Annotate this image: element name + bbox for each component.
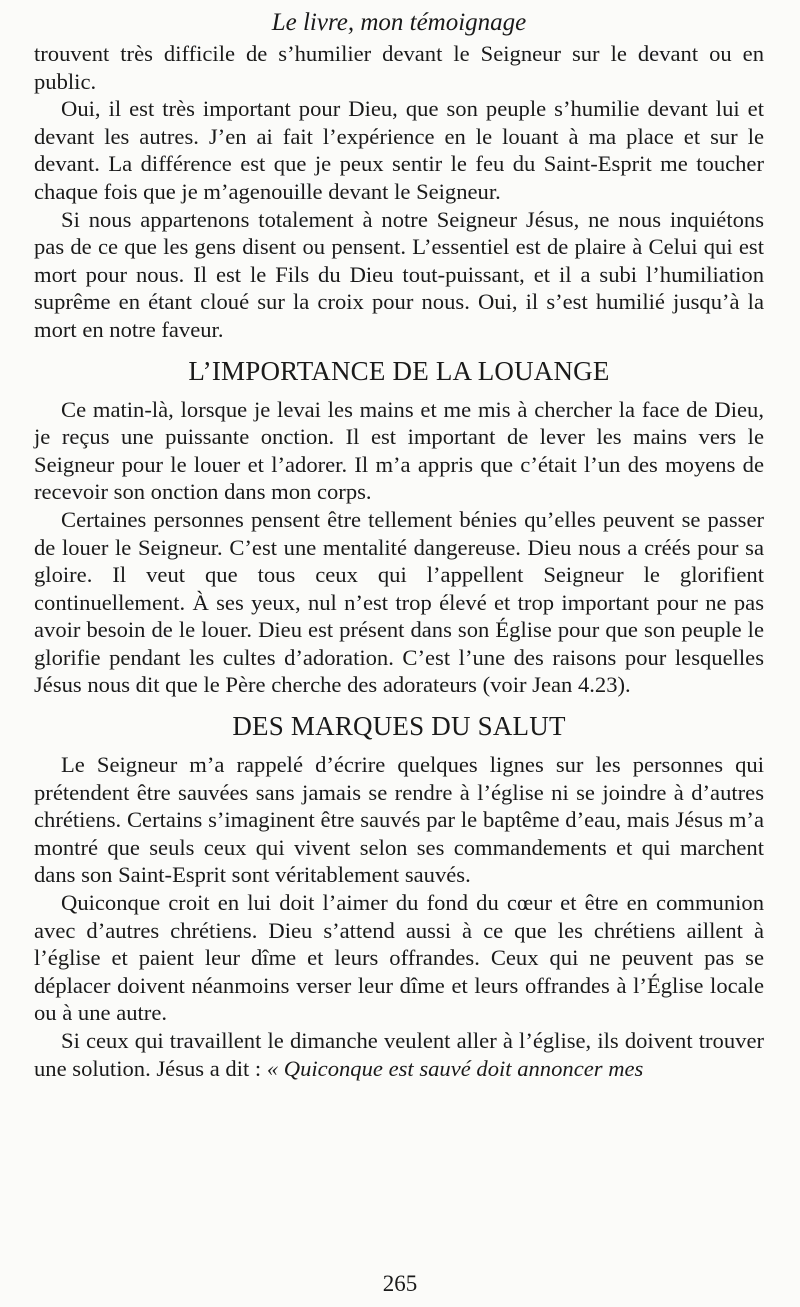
section-heading-salut: DES MARQUES DU SALUT [232, 711, 566, 742]
paragraph: Quiconque croit en lui doit l’aimer du fond du cœur et être en communion avec d’autres chrétiens. Dieu s’attend aussi à ce que les chrétiens aillent à l’église et paient leur dîme et leurs offrandes. Ceux qui ne peuvent pas se déplacer doivent néanmoins verser leur dîme et leurs offrandes à l’Église locale ou à une autre. [34, 890, 764, 1026]
paragraph: Ce matin-là, lorsque je levai les mains et me mis à chercher la face de Dieu, je reçus une puissante onction. Il est important de lever les mains vers le Seigneur pour le louer et l’adorer. Il m’a appris que c’était l’un des moyens de recevoir son onction dans mon corps. [34, 396, 764, 505]
running-head: Le livre, mon témoignage [271, 9, 527, 36]
scripture-quote: « Quiconque est sauvé doit annoncer mes [266, 1055, 644, 1081]
paragraph-text: Si ceux qui travaillent le dimanche veulent aller à l’église, ils doivent trouver une solution. Jésus a dit : [34, 1028, 764, 1081]
page-number: 265 [382, 1271, 418, 1296]
paragraph: Oui, il est très important pour Dieu, que son peuple s’humilie devant lui et devant les autres. J’en ai fait l’expérience en le louant à ma place et sur le devant. La différence est que je peux sentir le feu du Saint-Esprit me toucher chaque fois que je m’agenouille devant le Seigneur. [34, 96, 764, 204]
paragraph: Certaines personnes pensent être tellement bénies qu’elles peuvent se passer de louer le Seigneur. C’est une mentalité dangereuse. Dieu nous a créés pour sa gloire. Il veut que tous ceux qui l’appellent Seigneur le glorifient continuellement. À ses yeux, nul n’est trop élevé et trop important pour ne pas avoir besoin de le louer. Dieu est présent dans son Église pour que son peuple le glorifie pendant les cultes d’adoration. C’est l’une des raisons pour lesquelles Jésus nous dit que le Père cherche des adorateurs (voir Jean 4.23). [34, 506, 764, 698]
paragraph-last [34, 1027, 764, 1082]
paragraph: trouvent très difficile de s’humilier devant le Seigneur sur le devant ou en public. [34, 41, 764, 94]
section-heading-louange: L’IMPORTANCE DE LA LOUANGE [188, 355, 610, 386]
paragraph: Le Seigneur m’a rappelé d’écrire quelques lignes sur les personnes qui prétendent être sauvées sans jamais se rendre à l’église ni se joindre à d’autres chrétiens. Certains s’imaginent être sauvés par le baptême d’eau, mais Jésus m’a montré que seuls ceux qui vivent selon ses commandements et qui marchent dans son Saint-Esprit sont véritablement sauvés. [34, 752, 764, 888]
paragraph: Si nous appartenons totalement à notre Seigneur Jésus, ne nous inquiétons pas de ce que les gens disent ou pensent. L’essentiel est de plaire à Celui qui est mort pour nous. Il est le Fils du Dieu tout-puissant, et il a subi l’humiliation suprême en étant cloué sur la croix pour nous. Oui, il s’est humilié jusqu’à la mort en notre faveur. [34, 206, 764, 342]
